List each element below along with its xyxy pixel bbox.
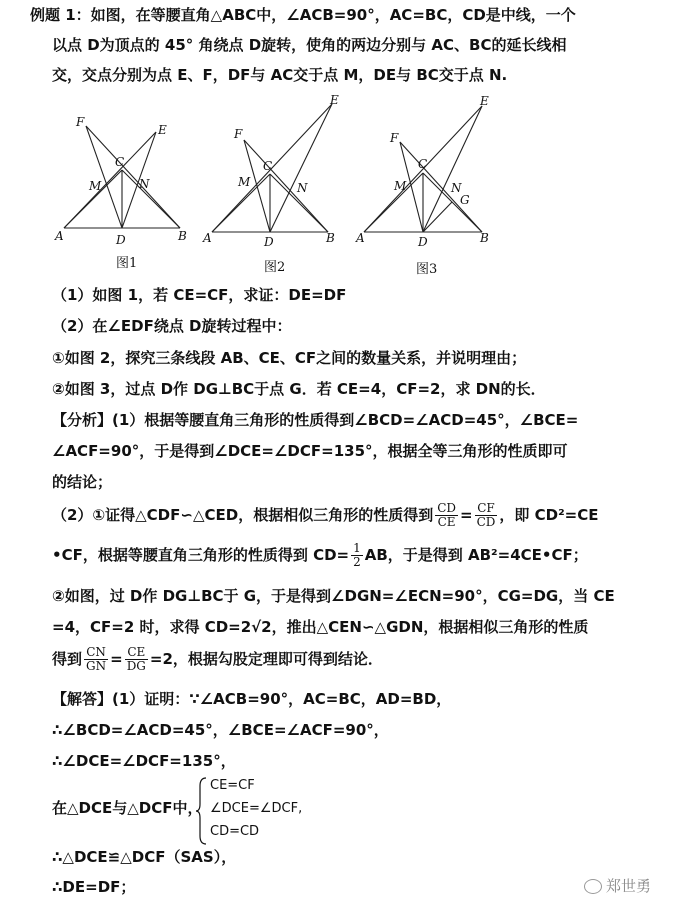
fig1-label-c: C xyxy=(115,155,125,169)
watermark-text: 郑世勇 xyxy=(605,877,651,895)
fig1-label-e: E xyxy=(158,123,167,137)
solution-line-3: ∴∠DCE=∠DCF=135°， xyxy=(52,752,236,770)
analysis-5-pre: •CF，根据等腰直角三角形的性质得到 CD= xyxy=(52,546,350,564)
fig1-label-d: D xyxy=(116,233,126,247)
solution-line-2: ∴∠BCD=∠ACD=45°，∠BCE=∠ACF=90°， xyxy=(52,721,389,739)
equals-sign: = xyxy=(110,650,123,668)
fig2-label-f: F xyxy=(234,127,243,141)
problem-line-2: 以点 D为顶点的 45° 角绕点 D旋转，使角的两边分别与 AC、BC的延长线相 xyxy=(52,36,567,54)
system-brace xyxy=(196,776,208,846)
fig1-label-b: B xyxy=(178,229,187,243)
fig3-label-d: D xyxy=(418,235,428,249)
fraction-ce-dg xyxy=(125,646,148,673)
fig3-label-c: C xyxy=(418,157,428,171)
fig3-label-g: G xyxy=(460,193,470,207)
condition-2: ∠DCE=∠DCF, xyxy=(210,801,303,816)
analysis-line-4 xyxy=(52,500,598,530)
condition-1: CE=CF xyxy=(210,778,255,793)
figure-2-caption: 图2 xyxy=(264,260,286,275)
analysis-4-pre: （2）①证得△CDF∽△CED，根据相似三角形的性质得到 xyxy=(52,506,434,524)
problem-line-1 xyxy=(30,4,576,26)
problem-label: 例题 1： xyxy=(30,6,91,24)
analysis-4-post: ，即 CD²=CE xyxy=(499,506,599,524)
fig2-label-c: C xyxy=(263,159,273,173)
question-2b: ②如图 3，过点 D作 DG⊥BC于点 G．若 CE=4，CF=2，求 DN的长． xyxy=(52,380,546,398)
analysis-8-pre: 得到 xyxy=(52,650,83,668)
fraction-one-half xyxy=(351,542,363,569)
frac-num: 1 xyxy=(353,541,361,555)
fig1-label-f: F xyxy=(76,115,85,129)
fraction-cd-ce xyxy=(435,502,458,529)
solution-line-6: ∴DE=DF； xyxy=(52,878,136,896)
analysis-line-6: ②如图，过 D作 DG⊥BC于 G，于是得到∠DGN=∠ECN=90°，CG=DG，当 CE xyxy=(52,587,615,605)
frac-den: CE xyxy=(437,515,456,529)
analysis-line-2: ∠ACF=90°，于是得到∠DCE=∠DCF=135°，根据全等三角形的性质即可 xyxy=(52,442,568,460)
fig2-label-e: E xyxy=(330,93,339,107)
fig2-label-m: M xyxy=(238,175,251,189)
equals-sign: = xyxy=(460,506,473,524)
problem-line-3: 交，交点分别为点 E、F，DF与 AC交于点 M，DE与 BC交于点 N. xyxy=(52,66,508,84)
condition-3: CD=CD xyxy=(210,824,260,839)
wechat-icon xyxy=(584,879,602,894)
fig1-label-m: M xyxy=(89,179,102,193)
analysis-5-post: AB，于是得到 AB²=4CE•CF； xyxy=(364,546,588,564)
fig2-label-d: D xyxy=(264,235,274,249)
figure-1-caption: 图1 xyxy=(116,256,138,271)
frac-num: CN xyxy=(84,646,108,660)
frac-num: CD xyxy=(437,501,457,515)
question-2: （2）在∠EDF绕点 D旋转过程中： xyxy=(52,317,292,335)
figure-1 xyxy=(64,126,180,228)
solution-line-4: 在△DCE与△DCF中， xyxy=(52,799,203,817)
problem-text-1: 如图，在等腰直角△ABC中，∠ACB=90°，AC=BC，CD是中线，一个 xyxy=(90,6,576,24)
fig2-label-b: B xyxy=(326,231,335,245)
analysis-8-post: =2，根据勾股定理即可得到结论． xyxy=(149,650,383,668)
geometry-figures xyxy=(0,92,673,272)
fig3-label-e: E xyxy=(480,94,489,108)
fig1-label-n: N xyxy=(139,177,150,191)
fig3-label-b: B xyxy=(480,231,489,245)
fig3-label-f: F xyxy=(390,131,399,145)
frac-num: CE xyxy=(125,646,148,660)
frac-den: DG xyxy=(126,659,146,673)
fig2-label-a: A xyxy=(203,231,212,245)
watermark xyxy=(584,875,651,896)
frac-den: GN xyxy=(86,659,107,673)
analysis-line-1: 【分析】(1）根据等腰直角三角形的性质得到∠BCD=∠ACD=45°，∠BCE= xyxy=(52,411,579,429)
analysis-line-3: 的结论； xyxy=(52,473,113,491)
analysis-line-5 xyxy=(52,540,588,570)
fraction-cf-cd xyxy=(475,502,498,529)
fig3-label-m: M xyxy=(394,179,407,193)
analysis-line-7: =4，CF=2 时，求得 CD=2√2，推出△CEN∽△GDN，根据相似三角形的性质 xyxy=(52,618,589,636)
frac-den: 2 xyxy=(353,555,361,569)
fraction-cn-gn xyxy=(84,646,108,673)
frac-den: CD xyxy=(476,515,496,529)
fig3-label-a: A xyxy=(356,231,365,245)
analysis-line-8 xyxy=(52,644,383,674)
frac-num: CF xyxy=(475,502,498,516)
question-2a: ①如图 2，探究三条线段 AB、CE、CF之间的数量关系，并说明理由； xyxy=(52,349,527,367)
fig1-label-a: A xyxy=(55,229,64,243)
fig2-label-n: N xyxy=(297,181,308,195)
figure-3-caption: 图3 xyxy=(416,262,438,277)
solution-line-5: ∴△DCE≌△DCF（SAS）， xyxy=(52,848,237,866)
solution-line-1: 【解答】(1）证明：∵∠ACB=90°，AC=BC，AD=BD， xyxy=(52,690,452,708)
fig3-label-n: N xyxy=(451,181,462,195)
question-1: （1）如图 1，若 CE=CF，求证：DE=DF xyxy=(52,286,347,304)
